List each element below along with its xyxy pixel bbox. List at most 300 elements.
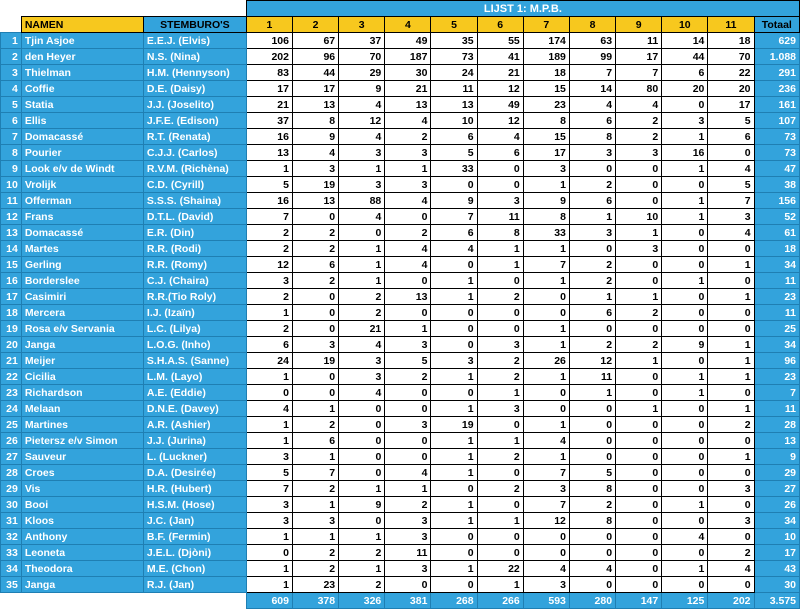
col-header-7: 7 xyxy=(523,17,569,33)
vote-cell: 1 xyxy=(477,385,523,401)
vote-cell: 5 xyxy=(246,177,292,193)
candidate-name: Frans xyxy=(21,209,143,225)
candidate-first-name: M.E. (Chon) xyxy=(143,561,246,577)
vote-cell: 0 xyxy=(616,417,662,433)
vote-cell: 187 xyxy=(385,49,431,65)
table-row xyxy=(1,257,800,273)
table-row xyxy=(1,481,800,497)
candidate-name: Rosa e/v Servania xyxy=(21,321,143,337)
table-row xyxy=(1,129,800,145)
vote-cell: 4 xyxy=(477,129,523,145)
vote-cell: 1 xyxy=(708,289,754,305)
corner-blank xyxy=(1,17,22,33)
table-row xyxy=(1,417,800,433)
vote-cell: 0 xyxy=(616,545,662,561)
vote-cell: 0 xyxy=(523,529,569,545)
candidate-first-name: J.J. (Jurina) xyxy=(143,433,246,449)
vote-cell: 1 xyxy=(477,513,523,529)
vote-cell: 0 xyxy=(616,273,662,289)
vote-cell: 3 xyxy=(708,481,754,497)
row-number: 14 xyxy=(1,241,22,257)
vote-cell: 0 xyxy=(431,305,477,321)
vote-cell: 22 xyxy=(708,65,754,81)
vote-cell: 49 xyxy=(385,33,431,49)
column-total: 326 xyxy=(339,593,385,609)
candidate-name: Cicilia xyxy=(21,369,143,385)
vote-cell: 1 xyxy=(339,561,385,577)
vote-cell: 12 xyxy=(246,257,292,273)
vote-cell: 4 xyxy=(662,529,708,545)
row-total: 29 xyxy=(754,465,799,481)
candidate-first-name: N.S. (Nina) xyxy=(143,49,246,65)
column-total: 125 xyxy=(662,593,708,609)
candidate-first-name: S.H.A.S. (Sanne) xyxy=(143,353,246,369)
vote-cell: 1 xyxy=(523,369,569,385)
vote-cell: 0 xyxy=(385,577,431,593)
vote-cell: 1 xyxy=(431,273,477,289)
vote-cell: 6 xyxy=(569,305,615,321)
vote-cell: 4 xyxy=(385,257,431,273)
vote-cell: 24 xyxy=(246,353,292,369)
vote-cell: 2 xyxy=(616,305,662,321)
col-header-1: 1 xyxy=(246,17,292,33)
candidate-first-name: L.C. (Lilya) xyxy=(143,321,246,337)
vote-cell: 0 xyxy=(246,545,292,561)
vote-cell: 17 xyxy=(292,81,338,97)
vote-cell: 13 xyxy=(292,193,338,209)
vote-cell: 1 xyxy=(662,209,708,225)
candidate-first-name: C.D. (Cyrill) xyxy=(143,177,246,193)
vote-cell: 4 xyxy=(385,113,431,129)
vote-cell: 4 xyxy=(339,385,385,401)
vote-cell: 11 xyxy=(616,33,662,49)
vote-cell: 2 xyxy=(385,129,431,145)
vote-cell: 1 xyxy=(339,529,385,545)
vote-cell: 17 xyxy=(616,49,662,65)
vote-cell: 1 xyxy=(246,529,292,545)
vote-cell: 0 xyxy=(616,177,662,193)
row-number: 8 xyxy=(1,145,22,161)
vote-cell: 2 xyxy=(616,129,662,145)
col-header-9: 9 xyxy=(616,17,662,33)
vote-cell: 23 xyxy=(523,97,569,113)
vote-cell: 3 xyxy=(523,577,569,593)
vote-cell: 0 xyxy=(569,417,615,433)
vote-cell: 15 xyxy=(523,81,569,97)
candidate-first-name: A.E. (Eddie) xyxy=(143,385,246,401)
row-number: 28 xyxy=(1,465,22,481)
vote-cell: 1 xyxy=(569,385,615,401)
table-row xyxy=(1,465,800,481)
vote-cell: 0 xyxy=(385,449,431,465)
table-row xyxy=(1,145,800,161)
candidate-first-name: J.J. (Joselito) xyxy=(143,97,246,113)
vote-cell: 49 xyxy=(477,97,523,113)
candidate-name: Thielman xyxy=(21,65,143,81)
vote-cell: 1 xyxy=(431,465,477,481)
row-number: 10 xyxy=(1,177,22,193)
table-row xyxy=(1,369,800,385)
column-total: 147 xyxy=(616,593,662,609)
vote-cell: 70 xyxy=(339,49,385,65)
candidate-name: Tjin Asjoe xyxy=(21,33,143,49)
vote-cell: 0 xyxy=(523,289,569,305)
vote-cell: 1 xyxy=(523,321,569,337)
vote-cell: 0 xyxy=(662,241,708,257)
vote-cell: 0 xyxy=(616,449,662,465)
row-number: 20 xyxy=(1,337,22,353)
vote-cell: 0 xyxy=(662,289,708,305)
vote-cell: 1 xyxy=(569,289,615,305)
vote-cell: 1 xyxy=(431,401,477,417)
row-total: 30 xyxy=(754,577,799,593)
vote-cell: 3 xyxy=(569,225,615,241)
vote-cell: 13 xyxy=(292,97,338,113)
vote-cell: 2 xyxy=(292,241,338,257)
vote-cell: 2 xyxy=(708,545,754,561)
vote-cell: 7 xyxy=(708,193,754,209)
vote-cell: 2 xyxy=(292,273,338,289)
vote-cell: 0 xyxy=(708,321,754,337)
row-total: 11 xyxy=(754,305,799,321)
vote-cell: 0 xyxy=(569,433,615,449)
vote-cell: 3 xyxy=(385,145,431,161)
vote-cell: 5 xyxy=(708,113,754,129)
candidate-first-name: E.E.J. (Elvis) xyxy=(143,33,246,49)
vote-cell: 0 xyxy=(708,577,754,593)
row-number: 6 xyxy=(1,113,22,129)
vote-cell: 1 xyxy=(431,513,477,529)
table-row xyxy=(1,273,800,289)
candidate-first-name: S.S.S. (Shaina) xyxy=(143,193,246,209)
vote-cell: 13 xyxy=(431,97,477,113)
vote-cell: 2 xyxy=(616,113,662,129)
vote-cell: 21 xyxy=(385,81,431,97)
vote-cell: 12 xyxy=(477,113,523,129)
vote-cell: 1 xyxy=(708,337,754,353)
vote-cell: 1 xyxy=(246,561,292,577)
vote-cell: 0 xyxy=(477,305,523,321)
candidate-name: Sauveur xyxy=(21,449,143,465)
vote-cell: 2 xyxy=(339,545,385,561)
col-header-4: 4 xyxy=(385,17,431,33)
table-row xyxy=(1,49,800,65)
vote-cell: 0 xyxy=(477,529,523,545)
row-total: 291 xyxy=(754,65,799,81)
vote-cell: 0 xyxy=(385,305,431,321)
vote-cell: 3 xyxy=(477,337,523,353)
vote-cell: 6 xyxy=(569,113,615,129)
vote-cell: 15 xyxy=(523,129,569,145)
vote-cell: 3 xyxy=(385,417,431,433)
row-total: 73 xyxy=(754,129,799,145)
vote-cell: 16 xyxy=(246,193,292,209)
vote-cell: 0 xyxy=(662,465,708,481)
vote-cell: 1 xyxy=(523,241,569,257)
vote-cell: 0 xyxy=(662,321,708,337)
row-number: 19 xyxy=(1,321,22,337)
vote-cell: 11 xyxy=(431,81,477,97)
table-row xyxy=(1,513,800,529)
vote-cell: 0 xyxy=(477,161,523,177)
vote-cell: 1 xyxy=(246,369,292,385)
vote-cell: 0 xyxy=(662,577,708,593)
vote-cell: 7 xyxy=(523,465,569,481)
row-number: 33 xyxy=(1,545,22,561)
vote-cell: 1 xyxy=(708,449,754,465)
row-total: 34 xyxy=(754,337,799,353)
col-header-5: 5 xyxy=(431,17,477,33)
row-number: 29 xyxy=(1,481,22,497)
vote-cell: 10 xyxy=(431,113,477,129)
vote-cell: 7 xyxy=(569,65,615,81)
vote-cell: 37 xyxy=(246,113,292,129)
vote-cell: 37 xyxy=(339,33,385,49)
vote-cell: 11 xyxy=(385,545,431,561)
vote-cell: 2 xyxy=(569,177,615,193)
vote-cell: 0 xyxy=(616,433,662,449)
row-total: 47 xyxy=(754,161,799,177)
table-row xyxy=(1,449,800,465)
vote-cell: 0 xyxy=(708,305,754,321)
vote-cell: 2 xyxy=(246,289,292,305)
vote-cell: 1 xyxy=(477,241,523,257)
vote-cell: 0 xyxy=(616,369,662,385)
vote-cell: 2 xyxy=(246,225,292,241)
vote-cell: 202 xyxy=(246,49,292,65)
vote-cell: 13 xyxy=(385,289,431,305)
vote-cell: 17 xyxy=(523,145,569,161)
vote-cell: 1 xyxy=(708,353,754,369)
vote-cell: 0 xyxy=(246,385,292,401)
vote-cell: 14 xyxy=(569,81,615,97)
vote-cell: 9 xyxy=(292,129,338,145)
vote-cell: 3 xyxy=(477,193,523,209)
vote-cell: 1 xyxy=(662,129,708,145)
vote-cell: 12 xyxy=(569,353,615,369)
vote-cell: 18 xyxy=(708,33,754,49)
row-number: 18 xyxy=(1,305,22,321)
vote-cell: 0 xyxy=(431,545,477,561)
vote-cell: 21 xyxy=(339,321,385,337)
vote-cell: 0 xyxy=(292,289,338,305)
vote-cell: 2 xyxy=(477,289,523,305)
vote-cell: 4 xyxy=(339,209,385,225)
row-number: 23 xyxy=(1,385,22,401)
row-number: 7 xyxy=(1,129,22,145)
vote-cell: 0 xyxy=(385,273,431,289)
row-total: 61 xyxy=(754,225,799,241)
candidate-name: Vrolijk xyxy=(21,177,143,193)
row-total: 11 xyxy=(754,273,799,289)
row-total: 107 xyxy=(754,113,799,129)
vote-cell: 0 xyxy=(616,561,662,577)
vote-cell: 2 xyxy=(246,321,292,337)
vote-cell: 2 xyxy=(385,497,431,513)
vote-cell: 2 xyxy=(339,289,385,305)
row-number: 9 xyxy=(1,161,22,177)
vote-cell: 1 xyxy=(385,161,431,177)
candidate-name: Janga xyxy=(21,337,143,353)
vote-cell: 0 xyxy=(431,257,477,273)
candidate-name: Kloos xyxy=(21,513,143,529)
candidate-name: Martines xyxy=(21,417,143,433)
table-row xyxy=(1,225,800,241)
table-row xyxy=(1,497,800,513)
vote-cell: 4 xyxy=(569,561,615,577)
row-total: 629 xyxy=(754,33,799,49)
vote-cell: 0 xyxy=(431,481,477,497)
list-title: LIJST 1: M.P.B. xyxy=(246,1,799,17)
vote-cell: 1 xyxy=(246,305,292,321)
vote-cell: 6 xyxy=(477,145,523,161)
candidate-first-name: H.S.M. (Hose) xyxy=(143,497,246,513)
totals-row xyxy=(1,593,800,609)
vote-cell: 0 xyxy=(708,529,754,545)
vote-cell: 0 xyxy=(477,497,523,513)
vote-cell: 0 xyxy=(616,465,662,481)
vote-cell: 0 xyxy=(616,321,662,337)
vote-cell: 7 xyxy=(523,497,569,513)
candidate-name: Booi xyxy=(21,497,143,513)
candidate-first-name: J.F.E. (Edison) xyxy=(143,113,246,129)
table-row xyxy=(1,385,800,401)
candidate-first-name: C.J.J. (Carlos) xyxy=(143,145,246,161)
vote-cell: 4 xyxy=(431,241,477,257)
table-row xyxy=(1,289,800,305)
vote-cell: 0 xyxy=(385,209,431,225)
row-number: 5 xyxy=(1,97,22,113)
vote-cell: 0 xyxy=(477,273,523,289)
vote-cell: 1 xyxy=(616,353,662,369)
grand-total: 3.575 xyxy=(754,593,799,609)
vote-cell: 3 xyxy=(292,161,338,177)
vote-cell: 1 xyxy=(662,161,708,177)
vote-cell: 1 xyxy=(292,529,338,545)
vote-cell: 3 xyxy=(616,145,662,161)
candidate-name: Anthony xyxy=(21,529,143,545)
vote-cell: 0 xyxy=(292,209,338,225)
candidate-first-name: I.J. (Izaïn) xyxy=(143,305,246,321)
vote-cell: 7 xyxy=(246,209,292,225)
vote-cell: 2 xyxy=(477,369,523,385)
vote-cell: 4 xyxy=(708,225,754,241)
table-row xyxy=(1,65,800,81)
vote-cell: 0 xyxy=(569,401,615,417)
vote-cell: 0 xyxy=(385,385,431,401)
vote-cell: 88 xyxy=(339,193,385,209)
vote-cell: 19 xyxy=(431,417,477,433)
vote-cell: 16 xyxy=(662,145,708,161)
vote-cell: 21 xyxy=(246,97,292,113)
vote-cell: 0 xyxy=(708,273,754,289)
vote-cell: 96 xyxy=(292,49,338,65)
candidate-name: Martes xyxy=(21,241,143,257)
vote-cell: 1 xyxy=(523,273,569,289)
column-total: 268 xyxy=(431,593,477,609)
vote-cell: 2 xyxy=(477,353,523,369)
vote-cell: 26 xyxy=(523,353,569,369)
vote-cell: 0 xyxy=(431,529,477,545)
table-row xyxy=(1,577,800,593)
vote-cell: 0 xyxy=(616,513,662,529)
vote-cell: 0 xyxy=(431,385,477,401)
vote-cell: 0 xyxy=(616,481,662,497)
vote-cell: 3 xyxy=(385,337,431,353)
candidate-first-name: R.R. (Romy) xyxy=(143,257,246,273)
vote-cell: 0 xyxy=(662,305,708,321)
candidate-first-name: J.E.L. (Djòni) xyxy=(143,545,246,561)
vote-cell: 0 xyxy=(616,529,662,545)
vote-cell: 0 xyxy=(662,449,708,465)
vote-cell: 4 xyxy=(292,145,338,161)
vote-cell: 8 xyxy=(569,513,615,529)
vote-cell: 11 xyxy=(477,209,523,225)
vote-cell: 0 xyxy=(662,481,708,497)
candidate-name: Gerling xyxy=(21,257,143,273)
col-header-8: 8 xyxy=(569,17,615,33)
vote-cell: 1 xyxy=(292,449,338,465)
vote-cell: 6 xyxy=(662,65,708,81)
vote-cell: 3 xyxy=(385,529,431,545)
vote-cell: 0 xyxy=(339,513,385,529)
vote-cell: 1 xyxy=(431,369,477,385)
row-number: 22 xyxy=(1,369,22,385)
candidate-first-name: R.R.(Tio Roly) xyxy=(143,289,246,305)
vote-cell: 6 xyxy=(246,337,292,353)
row-total: 9 xyxy=(754,449,799,465)
vote-cell: 0 xyxy=(339,401,385,417)
vote-cell: 0 xyxy=(616,161,662,177)
row-total: 18 xyxy=(754,241,799,257)
vote-cell: 2 xyxy=(385,225,431,241)
vote-cell: 4 xyxy=(339,129,385,145)
vote-cell: 0 xyxy=(569,321,615,337)
vote-cell: 9 xyxy=(662,337,708,353)
row-number: 26 xyxy=(1,433,22,449)
vote-cell: 0 xyxy=(662,97,708,113)
vote-cell: 67 xyxy=(292,33,338,49)
vote-cell: 5 xyxy=(569,465,615,481)
vote-cell: 4 xyxy=(523,561,569,577)
candidate-first-name: E.R. (Din) xyxy=(143,225,246,241)
table-row xyxy=(1,97,800,113)
vote-cell: 3 xyxy=(246,273,292,289)
vote-cell: 21 xyxy=(477,65,523,81)
vote-cell: 1 xyxy=(523,417,569,433)
vote-cell: 2 xyxy=(292,417,338,433)
candidate-name: Croes xyxy=(21,465,143,481)
row-total: 28 xyxy=(754,417,799,433)
table-row xyxy=(1,177,800,193)
candidate-name: Offerman xyxy=(21,193,143,209)
candidate-first-name: R.T. (Renata) xyxy=(143,129,246,145)
table-row xyxy=(1,241,800,257)
candidate-first-name: D.A. (Desirée) xyxy=(143,465,246,481)
vote-cell: 0 xyxy=(662,433,708,449)
row-total: 26 xyxy=(754,497,799,513)
row-number: 1 xyxy=(1,33,22,49)
candidate-name: Borderslee xyxy=(21,273,143,289)
vote-cell: 2 xyxy=(477,449,523,465)
vote-cell: 8 xyxy=(292,113,338,129)
col-header-2: 2 xyxy=(292,17,338,33)
vote-cell: 6 xyxy=(569,193,615,209)
vote-cell: 6 xyxy=(431,225,477,241)
vote-cell: 33 xyxy=(523,225,569,241)
vote-cell: 12 xyxy=(339,113,385,129)
vote-cell: 0 xyxy=(569,161,615,177)
